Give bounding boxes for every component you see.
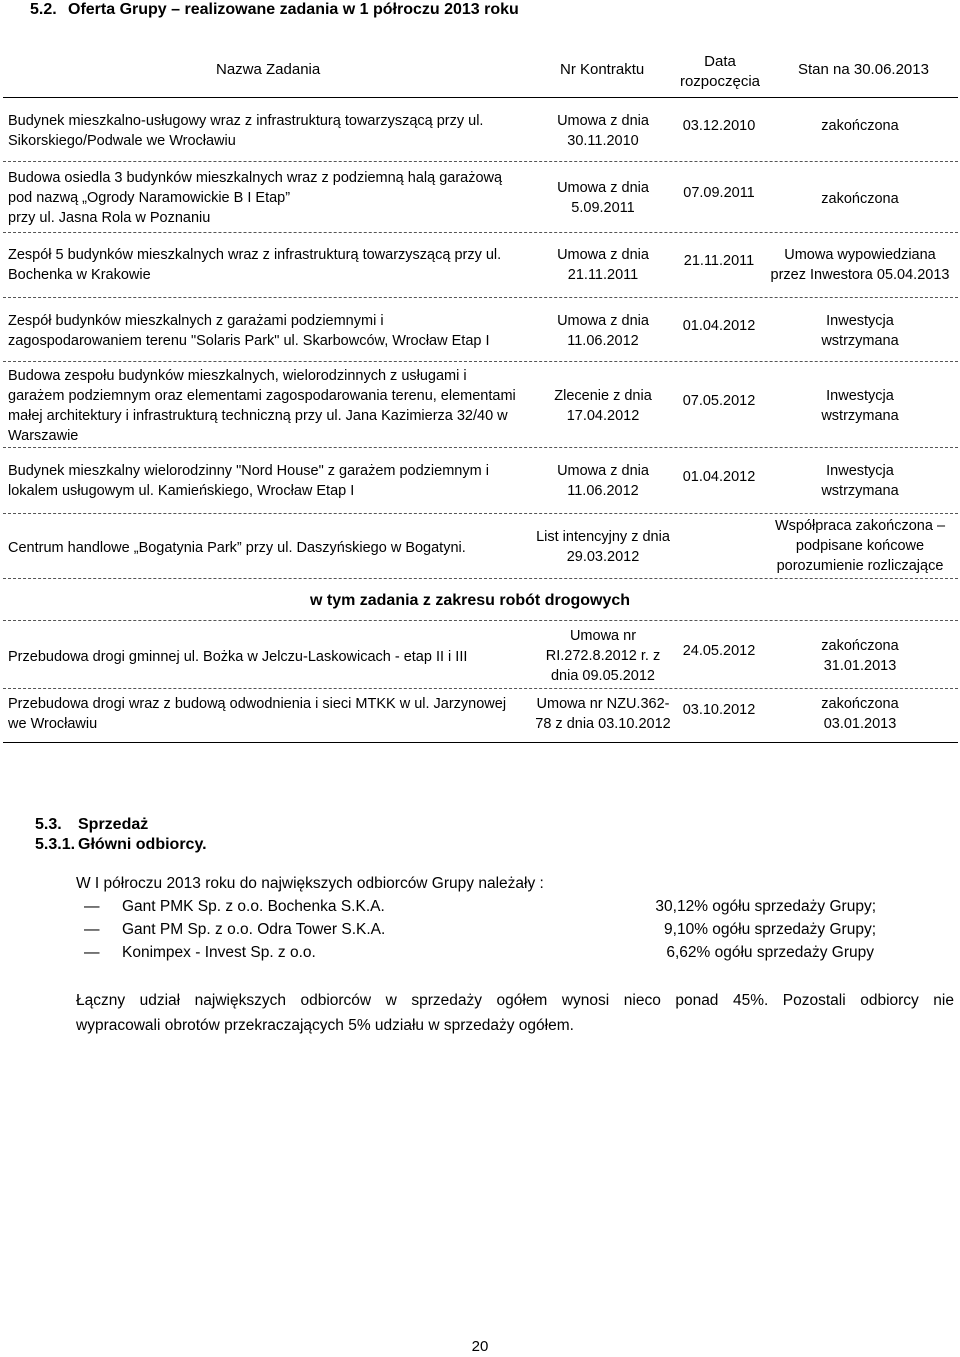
row-divider <box>3 620 958 621</box>
customer-name: Konimpex - Invest Sp. z o.o. <box>122 944 316 961</box>
contract-nr: Zlecenie z dnia 17.04.2012 <box>554 388 652 424</box>
customers-intro: W I półroczu 2013 roku do największych odbiorców Grupy należały : <box>76 875 544 892</box>
road-works-heading: w tym zadania z zakresu robót drogowych <box>309 592 631 609</box>
task-name: Zespół budynków mieszkalnych z garażami podziemnymi i zagospodarowaniem terenu "Solaris Park" ul. Skarbowców, Wrocław Etap I <box>8 313 490 349</box>
status: Współpraca zakończona – podpisane końcowe porozumienie rozliczające <box>774 518 946 574</box>
contract-nr: Umowa z dnia 11.06.2012 <box>557 313 649 349</box>
task-name: Budowa osiedla 3 budynków mieszkalnych wraz z podziemną halą garażową pod nazwą „Ogrody Naramowickie B I Etap” przy ul. Jasna Rola w Poznaniu <box>8 170 503 226</box>
dash-bullet: — <box>84 898 100 915</box>
customer-name: Gant PMK Sp. z o.o. Bochenka S.K.A. <box>122 898 385 915</box>
section-number: 5.2. <box>30 1 57 18</box>
status: Inwestycja wstrzymana <box>821 463 899 499</box>
status: zakończona 31.01.2013 <box>821 638 899 674</box>
row-divider <box>3 447 958 448</box>
header-stan: Stan na 30.06.2013 <box>798 61 929 78</box>
contract-nr: Umowa nr RI.272.8.2012 r. z dnia 09.05.2012 <box>545 628 661 684</box>
start-date: 03.12.2010 <box>682 118 756 134</box>
task-name: Budynek mieszkalno-usługowy wraz z infrastrukturą towarzyszącą przy ul. Sikorskiego/Podwale we Wrocławiu <box>8 113 484 149</box>
row-divider <box>3 297 958 298</box>
status: Inwestycja wstrzymana <box>821 313 899 349</box>
sales-summary <box>76 988 954 1038</box>
section-customers-heading: 5.3.1. Główni odbiorcy. <box>35 836 207 853</box>
start-date: 01.04.2012 <box>682 469 756 485</box>
header-nazwa: Nazwa Zadania <box>216 61 321 78</box>
contract-nr: Umowa nr NZU.362- 78 z dnia 03.10.2012 <box>535 696 671 732</box>
task-name: Zespół 5 budynków mieszkalnych wraz z infrastrukturą towarzyszącą przy ul. Bochenka w Krakowie <box>8 247 502 283</box>
row-divider <box>3 688 958 689</box>
task-name: Przebudowa drogi wraz z budową odwodnienia i sieci MTKK w ul. Jarzynowej we Wrocławiu <box>8 696 507 732</box>
header-data-line2: rozpoczęcia <box>679 73 761 90</box>
task-name: Budowa zespołu budynków mieszkalnych, wielorodzinnych z usługami i garażem podziemnym oraz elementami zagospodarowania terenu, elementami małej architektury i infrastrukturą techniczną przy ul. Jana Kazimierza 32/40 w Warszawie <box>8 368 516 444</box>
sales-summary-line2: wypracowali obrotów przekraczających 5% udziału w sprzedaży ogółem. <box>76 1017 574 1034</box>
dash-bullet: — <box>84 921 100 938</box>
task-name: Przebudowa drogi gminnej ul. Bożka w Jelczu-Laskowicach - etap II i III <box>8 649 468 665</box>
section-title <box>30 0 519 20</box>
contract-nr: Umowa z dnia 30.11.2010 <box>557 113 649 149</box>
start-date: 01.04.2012 <box>682 318 756 334</box>
task-name: Centrum handlowe „Bogatynia Park” przy ul. Daszyńskiego w Bogatyni. <box>8 540 466 556</box>
table-bottom-rule <box>3 742 958 743</box>
section-sales-heading: 5.3. Sprzedaż <box>35 816 149 833</box>
contract-nr: Umowa z dnia 21.11.2011 <box>557 247 649 283</box>
status: zakończona <box>821 191 899 207</box>
start-date: 07.09.2011 <box>683 185 755 201</box>
row-divider <box>3 161 958 162</box>
start-date: 24.05.2012 <box>682 643 756 659</box>
row-divider <box>3 513 958 514</box>
start-date: 07.05.2012 <box>682 393 756 409</box>
status: zakończona <box>821 118 899 134</box>
customer-share: 30,12% ogółu sprzedaży Grupy; <box>655 898 876 915</box>
header-data-line1: Data <box>704 53 736 70</box>
contract-nr: Umowa z dnia 5.09.2011 <box>557 180 649 216</box>
dash-bullet: — <box>84 944 100 961</box>
contract-nr: List intencyjny z dnia 29.03.2012 <box>536 529 670 565</box>
start-date: 21.11.2011 <box>683 253 755 269</box>
customer-name: Gant PM Sp. z o.o. Odra Tower S.K.A. <box>122 921 386 938</box>
sales-summary-line1: Łączny udział największych odbiorców w sprzedaży ogółem wynosi nieco ponad 45%. Pozostali odbiorcy nie <box>76 992 954 1009</box>
row-divider <box>3 361 958 362</box>
status: Inwestycja wstrzymana <box>821 388 899 424</box>
header-data-rozpoczecia <box>670 52 770 92</box>
header-nr-kontraktu: Nr Kontraktu <box>560 61 645 78</box>
contract-nr: Umowa z dnia 11.06.2012 <box>557 463 649 499</box>
section-title-text: Oferta Grupy – realizowane zadania w 1 półroczu 2013 roku <box>68 1 519 18</box>
start-date: 03.10.2012 <box>682 702 756 718</box>
row-divider <box>3 232 958 233</box>
row-divider <box>3 578 958 579</box>
customer-share: 6,62% ogółu sprzedaży Grupy <box>666 944 874 961</box>
task-name: Budynek mieszkalny wielorodzinny "Nord House" z garażem podziemnym i lokalem usługowym ul. Kamieńskiego, Wrocław Etap I <box>8 463 489 499</box>
status: Umowa wypowiedziana przez Inwestora 05.04.2013 <box>770 247 950 283</box>
page-number: 20 <box>471 1338 489 1355</box>
status: zakończona 03.01.2013 <box>821 696 899 732</box>
header-rule <box>3 97 958 98</box>
customer-share: 9,10% ogółu sprzedaży Grupy; <box>664 921 876 938</box>
